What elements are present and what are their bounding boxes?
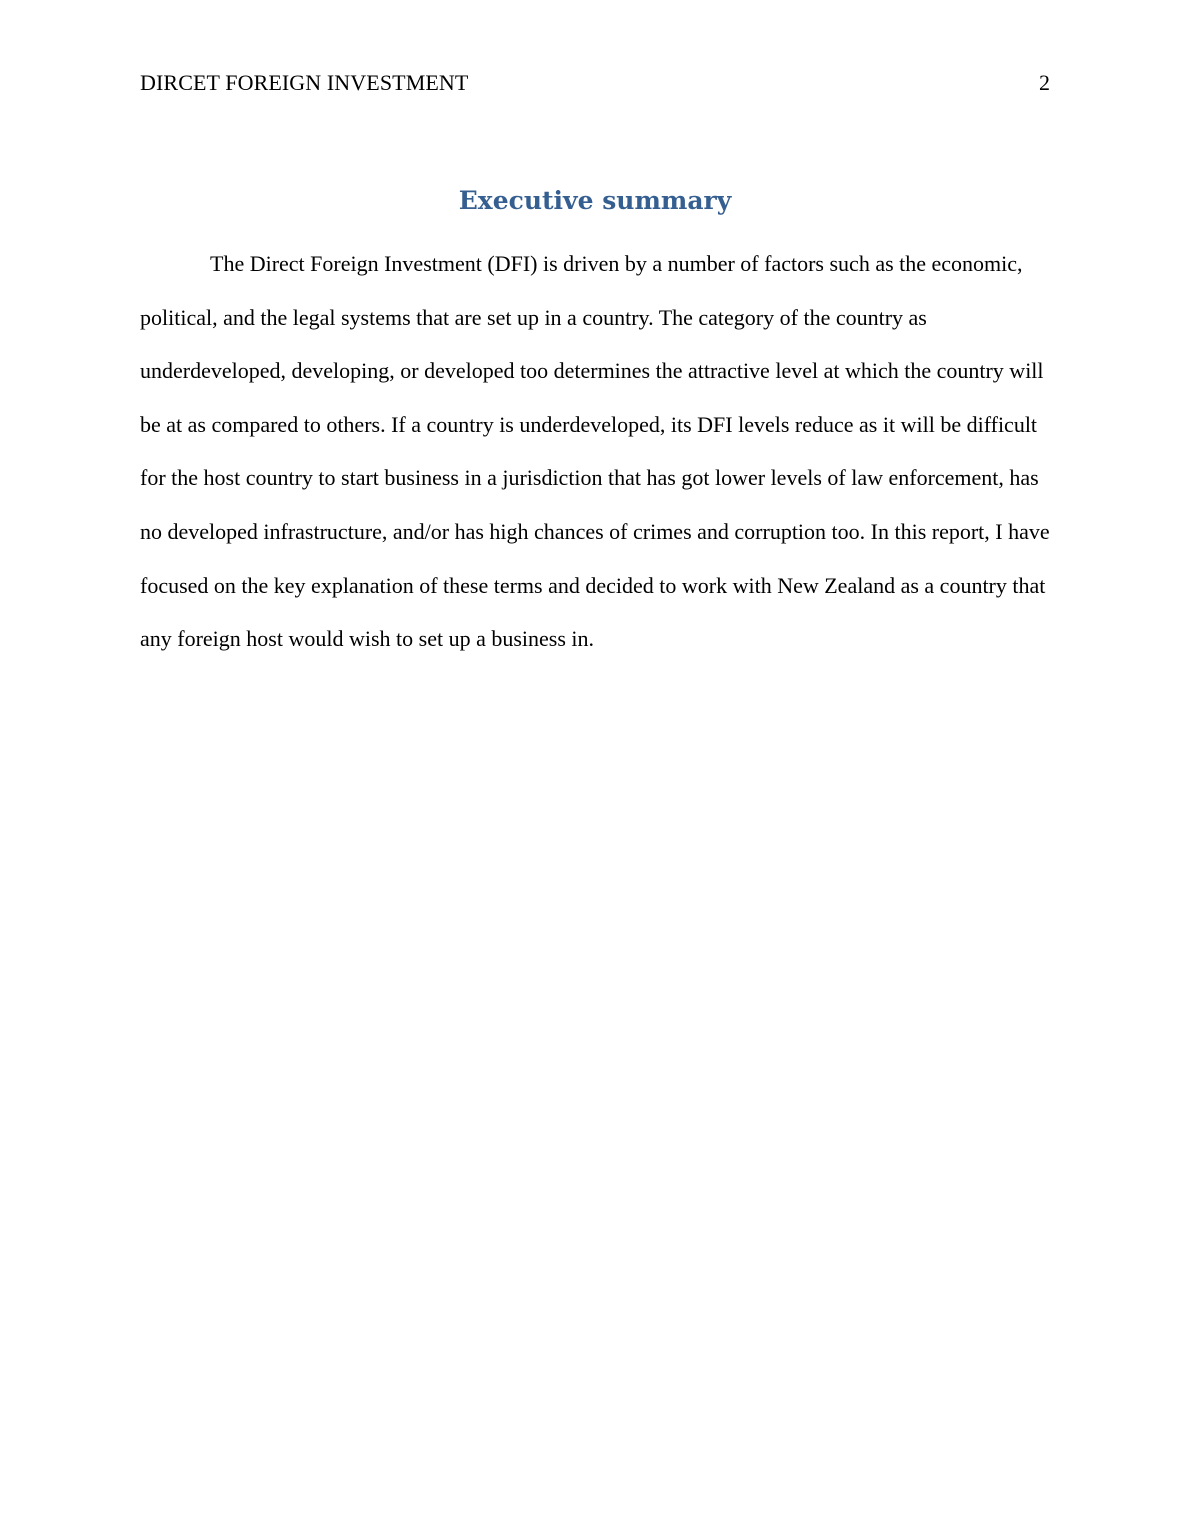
summary-paragraph: The Direct Foreign Investment (DFI) is driven by a number of factors such as the economic, political, and the legal systems that are set up in a country. The category of the country as underdeveloped, developing, or developed too determines the attractive level at which the country will be at as compared to others. If a country is underdeveloped, its DFI levels reduce as it will be difficult for the host country to start business in a jurisdiction that has got lower levels of law enforcement, has no developed infrastructure, and/or has high chances of crimes and corruption too. In this report, I have focused on the key explanation of these terms and decided to work with New Zealand as a country that any foreign host would wish to set up a business in. xyxy=(140,251,1050,652)
page-number: 2 xyxy=(1039,70,1050,95)
running-head: DIRCET FOREIGN INVESTMENT xyxy=(140,70,469,95)
section-title: Executive summary xyxy=(458,186,732,215)
